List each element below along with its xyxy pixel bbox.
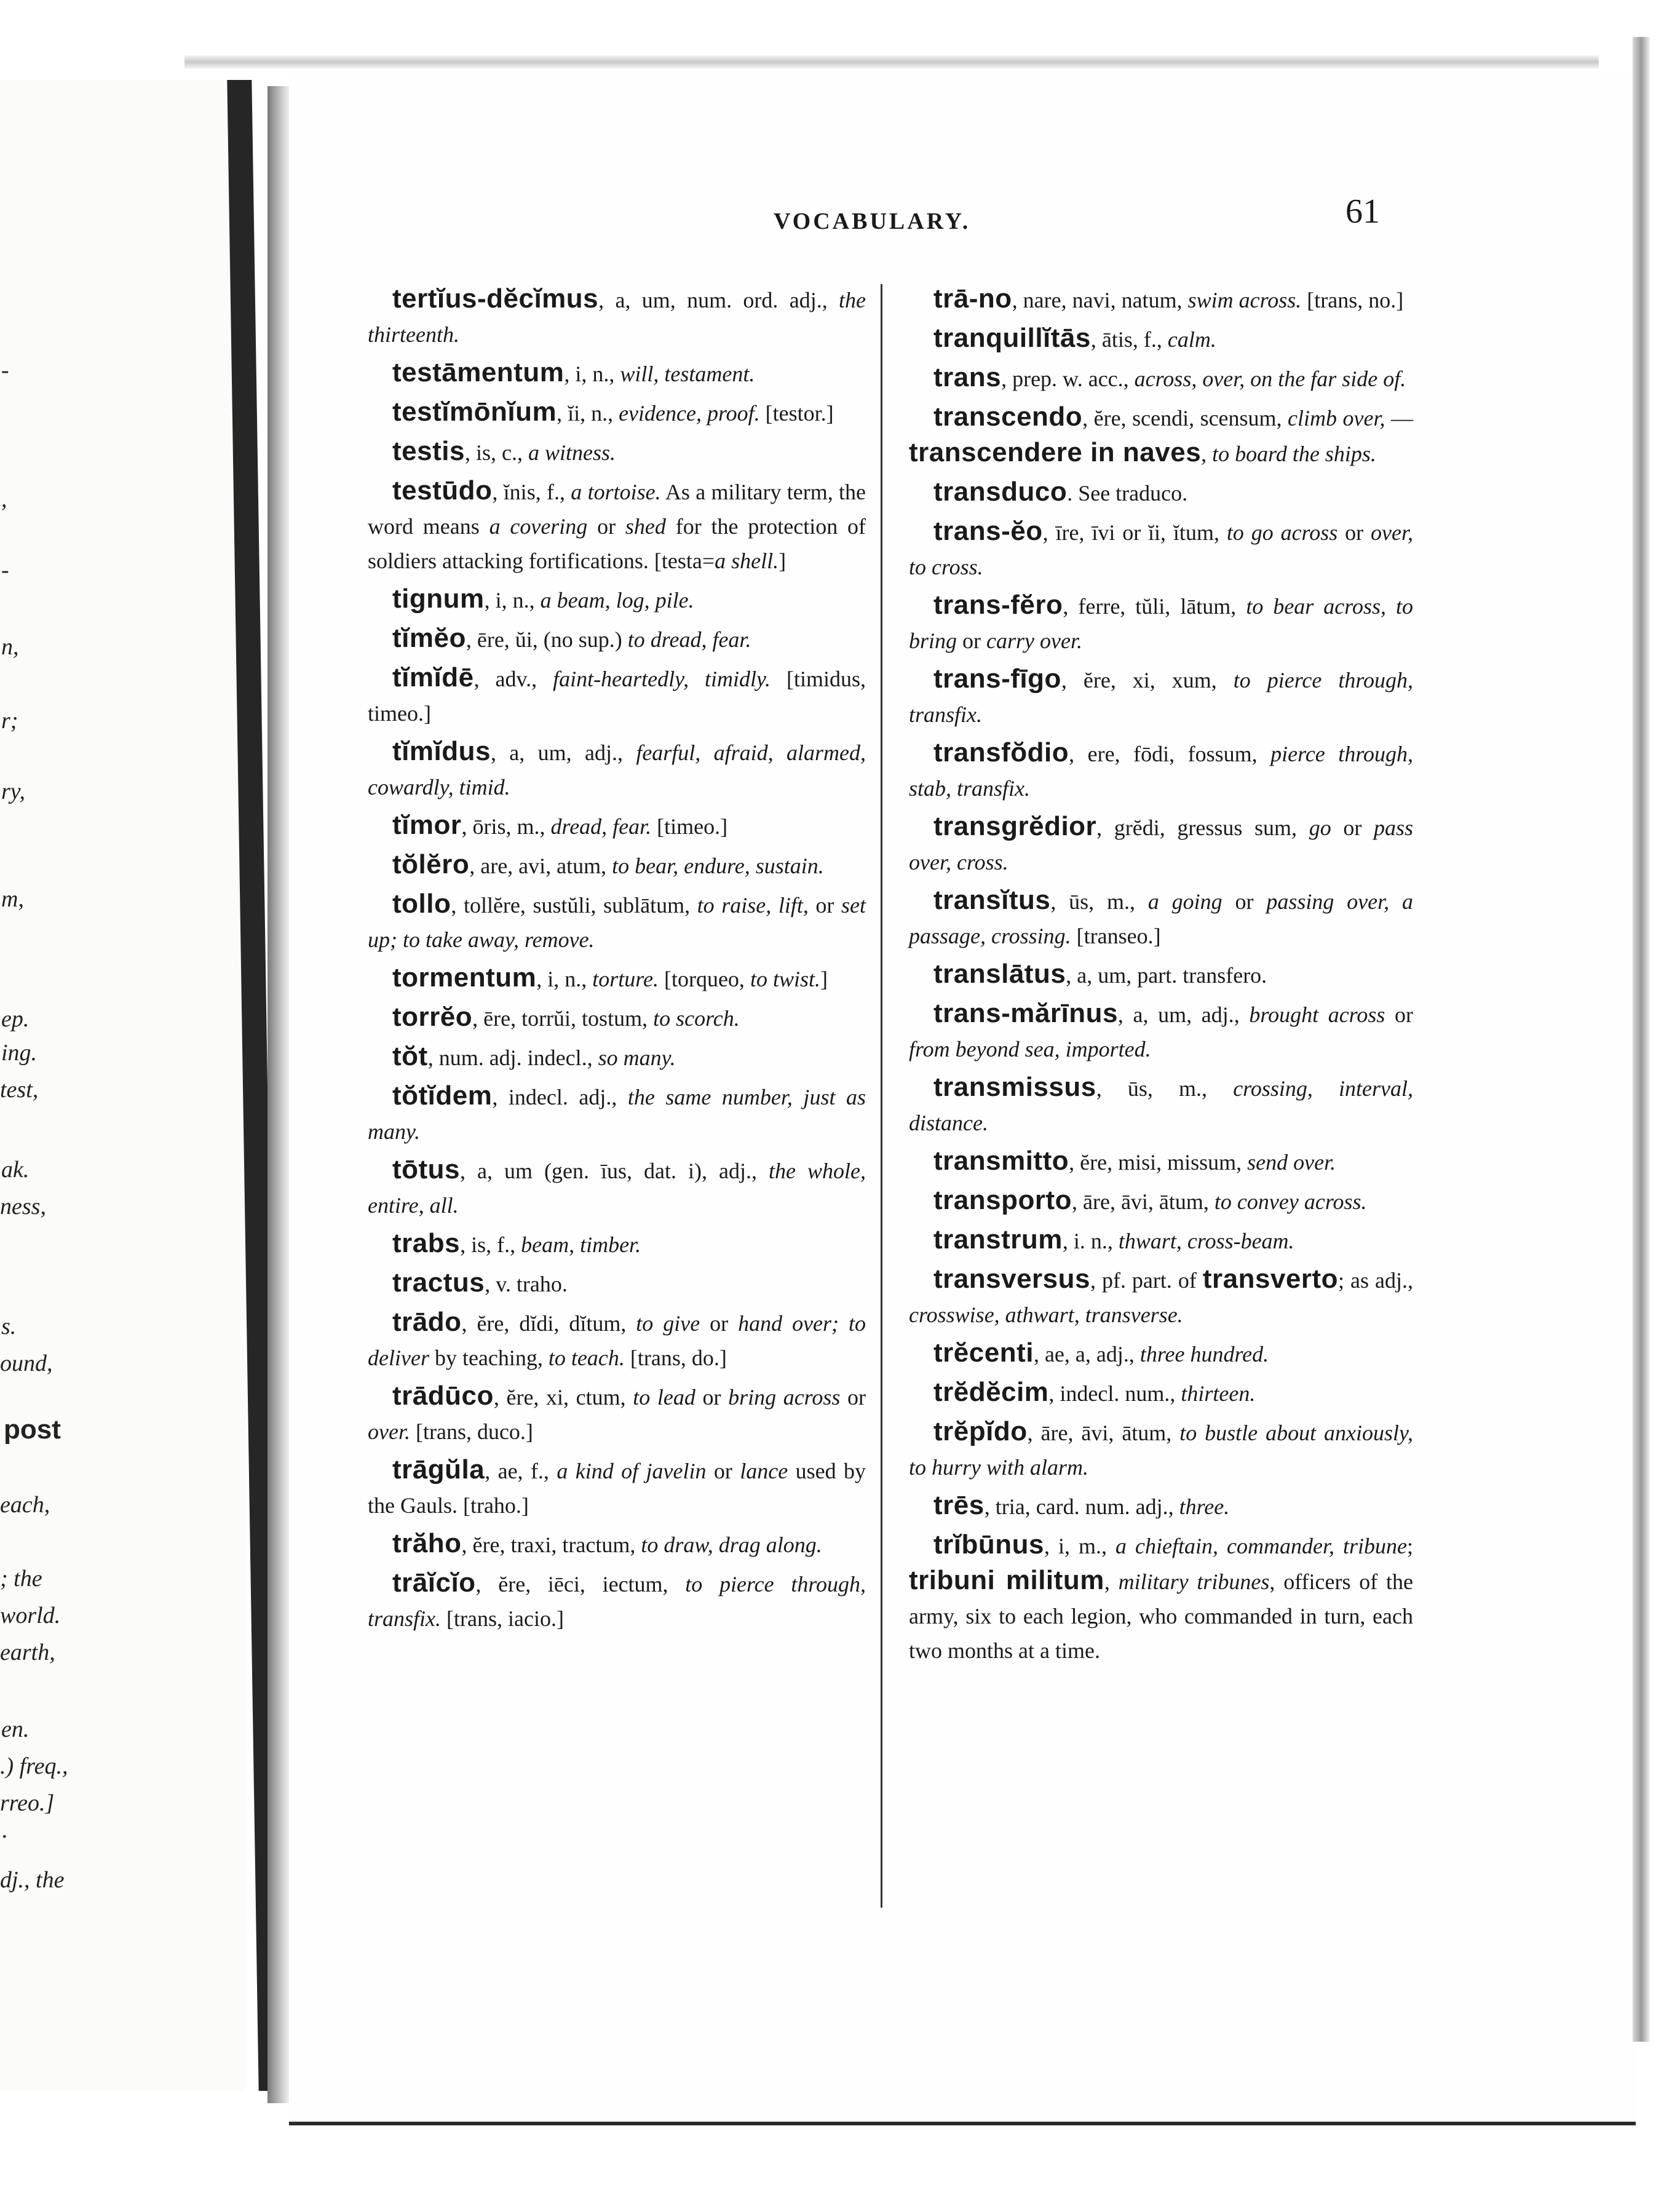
left-page-fragment: - [1,357,9,383]
entry-text: , indecl. adj., [492,1085,628,1109]
entry-gloss: set up; to take away, remove. [368,893,866,952]
dictionary-entry [368,1305,866,1375]
entry-text: , i, n., [536,967,593,991]
entry-text: , ĭnis, f., [492,480,571,504]
dictionary-entry [909,514,1413,584]
entry-headword: transporto [933,1185,1072,1215]
entry-text: or [957,629,987,653]
entry-text: , ĕre, traxi, tractum, [461,1533,641,1557]
page-stack-right-edge [1633,37,1650,2042]
entry-headword: trā-no [933,284,1012,314]
entry-gloss: the same number, just as many. [368,1085,866,1144]
dictionary-entry [909,957,1413,993]
entry-text: or [587,514,625,539]
dictionary-entry [368,847,866,883]
dictionary-entry [909,360,1413,396]
entry-text: , v. traho. [485,1272,568,1296]
dictionary-entry [909,1414,1413,1485]
entry-headword: testis [392,436,465,466]
dictionary-entry [368,395,866,430]
dictionary-entry [368,808,866,844]
entry-headword: transmitto [933,1146,1069,1176]
entry-text: transcendere in naves [909,437,1202,467]
entry-text: , i, m., [1044,1534,1116,1558]
dictionary-entry [909,1223,1413,1258]
entry-headword: tĭmĭdē [392,662,474,692]
entry-headword: trĕcenti [933,1338,1034,1368]
entry-text: As a military term, the word means [368,480,866,539]
entry-text: , is, f., [460,1232,521,1257]
dictionary-entry [909,736,1413,806]
entry-text: , grĕdi, gressus sum, [1096,815,1309,840]
entry-headword: tertĭus-dĕcĭmus [392,284,599,314]
dictionary-entry [909,1488,1413,1524]
entry-text: , adv., [473,667,553,691]
entry-gloss: pass over, cross. [909,815,1413,874]
entry-gloss: a kind of javelin [557,1459,707,1483]
entry-gloss: crosswise, athwart, transverse. [909,1303,1183,1327]
dictionary-entry [909,1375,1413,1411]
entry-gloss: the thirteenth. [368,288,866,347]
entry-headword: tŏt [392,1041,428,1071]
entry-text: , is, c., [464,440,528,465]
entry-gloss: to bustle about anxiously, to hurry with alarm. [909,1421,1413,1480]
left-page-fragment: each, [0,1492,50,1518]
entry-headword: trans [933,362,1002,392]
column-divider [881,284,882,1908]
dictionary-entry [368,1039,866,1075]
entry-text: [torqueo, [658,967,750,991]
entry-headword: transversus [933,1264,1090,1294]
dictionary-entry [909,1336,1413,1371]
entry-gloss: to teach. [548,1346,625,1370]
entry-gloss: the whole, entire, all. [368,1159,866,1218]
entry-text: [trans, do.] [624,1346,727,1370]
entry-text: , ae, f., [485,1459,557,1483]
entry-headword: transduco [933,477,1068,507]
entry-headword: torrĕo [392,1002,473,1032]
entry-text: , a, um, num. ord. adj., [598,288,839,312]
left-page-fragment: ry, [1,779,26,804]
entry-headword: trāĭcĭo [392,1568,476,1598]
entry-gloss: over. [368,1419,410,1444]
entry-text: , officers of the army, six to each legion, who commanded in turn, each two months at a time. [909,1569,1414,1663]
entry-headword: transmissus [933,1072,1096,1102]
dictionary-entry [909,282,1413,317]
entry-text: [testor.] [759,401,834,426]
entry-headword: trĭbūnus [933,1529,1044,1560]
entry-gloss: hand over; to deliver [368,1311,866,1370]
entry-text: [timidus, timeo.] [368,667,866,726]
entry-text: , ae, a, adj., [1033,1342,1140,1366]
entry-headword: trēs [933,1490,985,1520]
dictionary-entry [909,1183,1413,1219]
page-stack-top-edge [184,55,1599,69]
entry-text: or [1385,1002,1413,1027]
entry-gloss: shed [625,514,666,539]
entry-text: , a, um, part. transfero. [1066,963,1267,988]
entry-gloss: a tortoise. [571,480,661,504]
entry-gloss: go [1309,815,1331,840]
entry-text: , ĭi, n., [557,401,619,426]
entry-headword: translātus [933,959,1066,989]
entry-gloss: a beam, log, pile. [540,588,694,613]
dictionary-entry [909,321,1413,357]
dictionary-entry [368,1453,866,1523]
entry-text: , i, n., [484,588,541,613]
entry-gloss: evidence, proof. [619,401,760,426]
entry-text: , [1201,442,1213,466]
dictionary-entry [368,282,866,352]
left-page-fragment: ound, [0,1350,53,1376]
dictionary-entry [368,1526,866,1562]
entry-text: , ĕre, scendi, scensum, [1082,406,1288,430]
entry-gloss: to scorch. [653,1006,740,1031]
entry-text: , a, um (gen. īus, dat. i), adj., [460,1159,769,1183]
entry-headword: trabs [392,1228,461,1258]
entry-text: ] [820,967,828,991]
running-head: VOCABULARY. [774,208,971,234]
entry-text: [transeo.] [1071,924,1161,948]
entry-gloss: to board the ships. [1212,442,1376,466]
dictionary-entry [368,961,866,996]
entry-text: , ēre, torrŭi, tostum, [472,1006,654,1031]
dictionary-entry [368,1266,866,1301]
dictionary-entry [909,883,1413,953]
entry-gloss: to pierce through, transfix. [909,668,1413,727]
entry-headword: transĭtus [933,885,1051,915]
left-page-fragment: , [1,486,7,512]
dictionary-entry [368,1000,866,1036]
entry-text: [timeo.] [651,814,728,839]
entry-headword: tranquillĭtās [933,323,1091,353]
entry-headword: transfŏdio [933,737,1069,767]
entry-gloss: across, over, on the far side of. [1134,367,1406,391]
entry-text: or [808,893,841,918]
entry-headword: tōtus [392,1154,461,1184]
left-page-fragment: r; [1,708,18,734]
entry-gloss: brought across [1249,1002,1385,1027]
left-page-fragment: n, [1,634,19,660]
entry-gloss: bring across [728,1385,841,1410]
left-page-fragment: test, [0,1077,39,1103]
left-page-fragment: ness, [0,1194,46,1220]
entry-headword: transtrum [933,1224,1063,1255]
entry-headword: tĭmĕo [392,623,466,653]
entry-text: , i, n., [564,362,620,386]
entry-headword: testūdo [392,475,493,506]
left-page-fragment: earth, [0,1640,55,1665]
left-page-fragment: s. [1,1314,17,1339]
entry-text: , āre, āvi, ātum, [1027,1421,1180,1445]
entry-gloss: military tribunes [1118,1569,1270,1594]
left-page-fragment: rreo.] [0,1790,55,1816]
left-page-fragment: m, [1,886,24,912]
entry-gloss: from beyond sea, imported. [909,1037,1151,1061]
entry-text: , ĕre, misi, missum, [1069,1150,1248,1175]
entry-text: or [1337,520,1371,545]
entry-gloss: to go across [1226,520,1338,545]
entry-gloss: over, to cross. [909,520,1413,579]
dictionary-entry [368,887,866,957]
left-page-fragment: world. [0,1603,61,1628]
entry-headword: tŏtĭdem [392,1081,493,1111]
left-page-fragment: ; the [0,1566,42,1592]
entry-text: , īre, īvi or ĭi, ĭtum, [1042,520,1227,545]
entry-text: , ēre, ŭi, (no sup.) [466,627,628,652]
entry-text: or [1331,815,1374,840]
entry-headword: tollo [392,889,451,919]
dictionary-entry [368,355,866,391]
entry-text: , num. adj. indecl., [427,1045,598,1070]
entry-text: , indecl. num., [1048,1381,1181,1406]
entry-text: — [1385,406,1413,430]
entry-text: , āre, āvi, ātum, [1072,1189,1214,1214]
entry-gloss: to dread, fear. [627,627,751,652]
entry-text: , ĕre, xi, ctum, [493,1385,633,1410]
entry-gloss: calm. [1167,327,1216,352]
entry-text: for the protection of soldiers attacking fortifications. [testa= [368,514,866,573]
entry-headword: tignum [392,584,485,614]
entry-headword: testĭmōnĭum [392,397,557,427]
dictionary-entry [368,660,866,731]
entry-gloss: thirteen. [1181,1381,1256,1406]
entry-text: , tria, card. num. adj., [984,1494,1179,1519]
entry-headword: trans-fīgo [933,664,1061,694]
dictionary-entry [909,400,1413,471]
left-page-fragment: ing. [1,1040,38,1066]
entry-text: or [695,1385,729,1410]
left-page-fragment: dj., the [0,1867,65,1893]
entry-text: ; [1406,1534,1413,1558]
entry-text: , ere, fōdi, fossum, [1069,742,1271,766]
entry-headword: trans-ĕo [933,516,1043,546]
entry-text: ] [779,549,787,573]
entry-text: , a, um, adj., [1117,1002,1250,1027]
entry-gloss: climb over, [1288,406,1385,430]
entry-gloss: to lead [633,1385,695,1410]
entry-gloss: a witness. [528,440,616,465]
entry-headword: trans-mărīnus [933,998,1118,1028]
page-number: 61 [1345,192,1380,231]
entry-gloss: to raise, lift, [697,893,809,918]
dictionary-entry [368,582,866,617]
entry-text: , i. n., [1062,1229,1119,1253]
entry-text: , ōris, m., [461,814,551,839]
dictionary-entry [368,434,866,470]
entry-headword: tŏlĕro [392,849,470,879]
entry-headword: transcendo [933,402,1083,432]
entry-headword: trādūco [392,1381,494,1411]
entry-text: , ĕre, dĭdi, dĭtum, [461,1311,636,1336]
entry-text: transverto [1202,1264,1339,1294]
entry-text: tribuni militum [909,1565,1104,1595]
entry-text: used by the Gauls. [traho.] [368,1459,866,1518]
entry-gloss: swim across. [1187,288,1302,312]
entry-gloss: carry over. [986,629,1082,653]
dictionary-entry [909,1144,1413,1180]
left-page [0,80,246,2091]
entry-gloss: send over. [1247,1150,1336,1175]
entry-text: [trans, iacio.] [441,1606,564,1631]
entry-headword: testāmentum [392,357,565,387]
left-page-fragment: .) freq., [0,1753,68,1779]
entry-text: , ferre, tŭli, lātum, [1063,594,1246,619]
entry-text: , ĕre, xi, xum, [1061,668,1234,692]
dictionary-entry [368,1152,866,1223]
left-page-fragment: en. [1,1716,30,1742]
left-page-fragment: post [4,1414,61,1445]
dictionary-entry [909,1528,1413,1668]
entry-text: , pf. part. of [1090,1268,1203,1293]
entry-gloss: will, testament. [620,362,755,386]
left-page-fragment: ak. [1,1157,30,1183]
entry-text: , are, avi, atum, [469,854,612,878]
entry-gloss: torture. [592,967,659,991]
entry-gloss: fearful, afraid, alarmed, cowardly, timid. [368,740,866,799]
entry-gloss: to draw, drag along. [641,1533,822,1557]
entry-text: , [1104,1569,1119,1594]
dictionary-entry [368,1079,866,1149]
left-page-fragment: - [1,557,9,583]
entry-gloss: a chieftain, commander, tribune [1115,1534,1407,1558]
entry-headword: trans-fĕro [933,590,1063,620]
dictionary-entry [368,1566,866,1636]
entry-text: [trans, duco.] [410,1419,533,1444]
entry-text: or [700,1311,739,1336]
entry-text: or [840,1385,866,1410]
entry-gloss: beam, timber. [521,1232,641,1257]
dictionary-entry [368,734,866,804]
entry-text: [trans, no.] [1301,288,1404,312]
entry-gloss: to bear, endure, sustain. [612,854,824,878]
entry-gloss: crossing, interval, distance. [909,1076,1413,1135]
entry-gloss: a shell. [715,549,779,573]
entry-gloss: a covering [489,514,588,539]
entry-text: , a, um, adj., [490,740,636,765]
entry-headword: tĭmor [392,810,462,840]
entry-headword: trĕpĭdo [933,1416,1028,1446]
entry-text: or [1222,889,1267,914]
entry-gloss: to give [636,1311,700,1336]
entry-text: ; as adj., [1338,1268,1413,1293]
right-column [909,282,1413,1672]
entry-text: or [706,1459,740,1483]
entry-gloss: thwart, cross-beam. [1118,1229,1294,1253]
entry-gloss: passing over, a passage, crossing. [909,889,1414,948]
entry-gloss: lance [740,1459,788,1483]
entry-headword: trăho [392,1528,462,1558]
dictionary-entry [368,621,866,657]
entry-text: , ātis, f., [1090,327,1168,352]
left-column [368,282,866,1640]
dictionary-entry [368,1379,866,1449]
dictionary-entry [909,1262,1413,1332]
entry-text: . See traduco. [1067,481,1188,506]
entry-text: , prep. w. acc., [1001,367,1135,391]
entry-gloss: to twist. [750,967,820,991]
entry-headword: trāgŭla [392,1454,485,1485]
entry-headword: tormentum [392,962,537,993]
left-page-fragment: · [1,1824,7,1850]
entry-gloss: pierce through, stab, transfix. [909,742,1413,801]
entry-gloss: three hundred. [1139,1342,1269,1366]
entry-gloss: to convey across. [1214,1189,1367,1214]
entry-headword: trĕdĕcim [933,1377,1049,1407]
entry-gloss: three. [1179,1494,1230,1519]
dictionary-entry [909,996,1413,1066]
dictionary-entry [909,475,1413,510]
entry-gloss: to bear across, to bring [909,594,1413,653]
entry-headword: tractus [392,1267,485,1298]
left-page-fragment: ep. [1,1006,30,1032]
entry-gloss: faint-heartedly, timidly. [553,667,771,691]
entry-text: , tollĕre, sustŭli, sublātum, [451,893,697,918]
dictionary-entry [909,1070,1413,1140]
entry-text: , ĕre, iēci, iectum, [475,1572,686,1596]
entry-text: , ūs, m., [1096,1076,1234,1101]
entry-headword: trādo [392,1307,462,1337]
entry-headword: transgrĕdior [933,811,1097,841]
dictionary-entry [909,809,1413,879]
dictionary-entry [909,588,1413,658]
dictionary-entry [368,474,866,578]
dictionary-entry [909,662,1413,732]
entry-text: by teaching, [429,1346,549,1370]
entry-headword: tĭmĭdus [392,736,491,766]
entry-gloss: to pierce through, transfix. [368,1572,866,1631]
dictionary-entry [368,1226,866,1262]
entry-gloss: so many. [598,1045,676,1070]
entry-text: , ūs, m., [1050,889,1148,914]
entry-text: , nare, navi, natum, [1012,288,1188,312]
entry-gloss: dread, fear. [550,814,652,839]
entry-gloss: a going [1147,889,1222,914]
